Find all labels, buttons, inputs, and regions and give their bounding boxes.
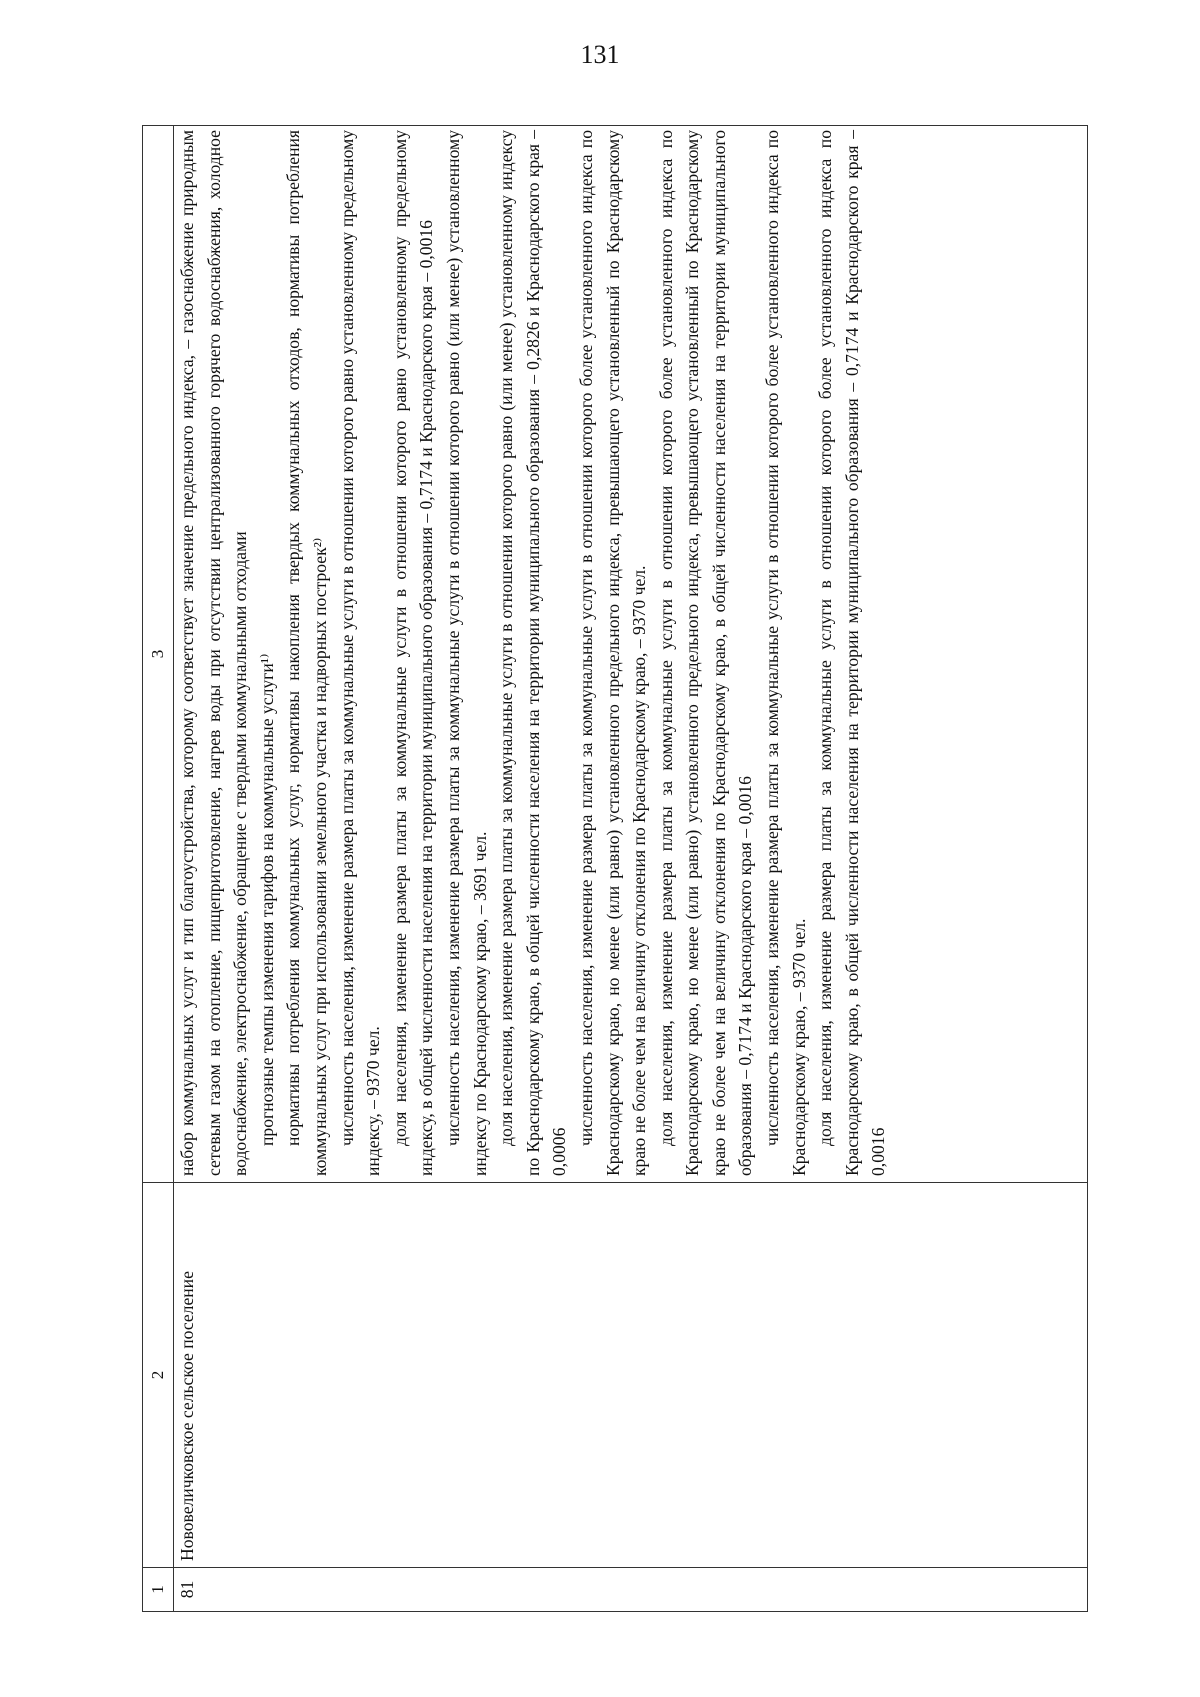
table-row xyxy=(174,126,1088,1612)
row-number: 81 xyxy=(174,1568,1088,1612)
page-number: 131 xyxy=(580,40,620,69)
rotated-table-container xyxy=(142,125,1088,1612)
municipality-name: Нововеличковское сельское поселение xyxy=(174,1183,1088,1568)
paragraph-population-between: численность населения, изменение размера платы за коммунальные услуги в отношении которого более установленного индекса по Краснодарскому краю, но менее (или равно) установленного предельного индекса, превышающего установленный по Краснодарскому краю не более чем на величину отклонения по Краснодарскому краю, – 9370 чел. xyxy=(575,130,650,1176)
paragraph-population-less: численность населения, изменение размера платы за коммунальные услуги в отношении которого равно (или менее) установленному индексу по Краснодарскому краю, – 3691 чел. xyxy=(442,130,490,1176)
paragraph-consumption-norms: нормативы потребления коммунальных услуг, нормативы накопления твердых коммунальных отходов, нормативы потребления коммунальных услуг при использовании земельного участка и надворных построек²⁾ xyxy=(283,130,330,1176)
paragraph-share-more: доля населения, изменение размера платы за коммунальные услуги в отношении которого более установленного индекса по Краснодарскому краю, в общей численности населения на территории муниципального образования – 0,7174 и Краснодарского края – 0,0016 xyxy=(815,130,889,1176)
column-number-1: 1 xyxy=(143,1568,174,1612)
paragraph-population-equal: численность населения, изменение размера платы за коммунальные услуги в отношении которого равно установленному предельному индексу, – 9370 чел. xyxy=(336,130,384,1176)
column-number-2: 2 xyxy=(143,1183,174,1568)
paragraph-share-equal: доля населения, изменение размера платы за коммунальные услуги в отношении которого равно установленному предельному индексу, в общей численности населения на территории муниципального образования – 0,7174 и Краснодарского края – 0,0016 xyxy=(389,130,437,1176)
column-number-row xyxy=(143,126,174,1612)
column-number-3: 3 xyxy=(143,126,174,1183)
paragraph-share-between: доля населения, изменение размера платы за коммунальные услуги в отношении которого более установленного индекса по Краснодарскому краю, но менее (или равно) установленного предельного индекса, превышающего установленный по Краснодарскому краю не более чем на величину отклонения по Краснодарскому краю, в общей численности населения на территории муниципального образования – 0,7174 и Краснодарского края – 0,0016 xyxy=(655,130,756,1176)
paragraph-share-less: доля населения, изменение размера платы за коммунальные услуги в отношении которого равно (или менее) установленному индексу по Краснодарскому краю, в общей численности населения на территории муниципального образования – 0,2826 и Краснодарского края – 0,0006 xyxy=(496,130,570,1176)
paragraph-population-more: численность населения, изменение размера платы за коммунальные услуги в отношении которого более установленного индекса по Краснодарскому краю, – 9370 чел. xyxy=(762,130,809,1176)
data-table xyxy=(142,125,1088,1612)
paragraph-services-set: набор коммунальных услуг и тип благоустройства, которому соответствует значение предельного индекса, – газоснабжение природным сетевым газом на отопление, пищеприготовление, нагрев воды при отсутствии централизованного горячего водоснабжения, холодное водоснабжение, электроснабжение, обращение с твердыми коммунальными отходами xyxy=(177,130,251,1176)
indicator-cell xyxy=(174,126,1088,1183)
paragraph-tariff-rates: прогнозные темпы изменения тарифов на коммунальные услуги¹⁾ xyxy=(256,653,277,1146)
